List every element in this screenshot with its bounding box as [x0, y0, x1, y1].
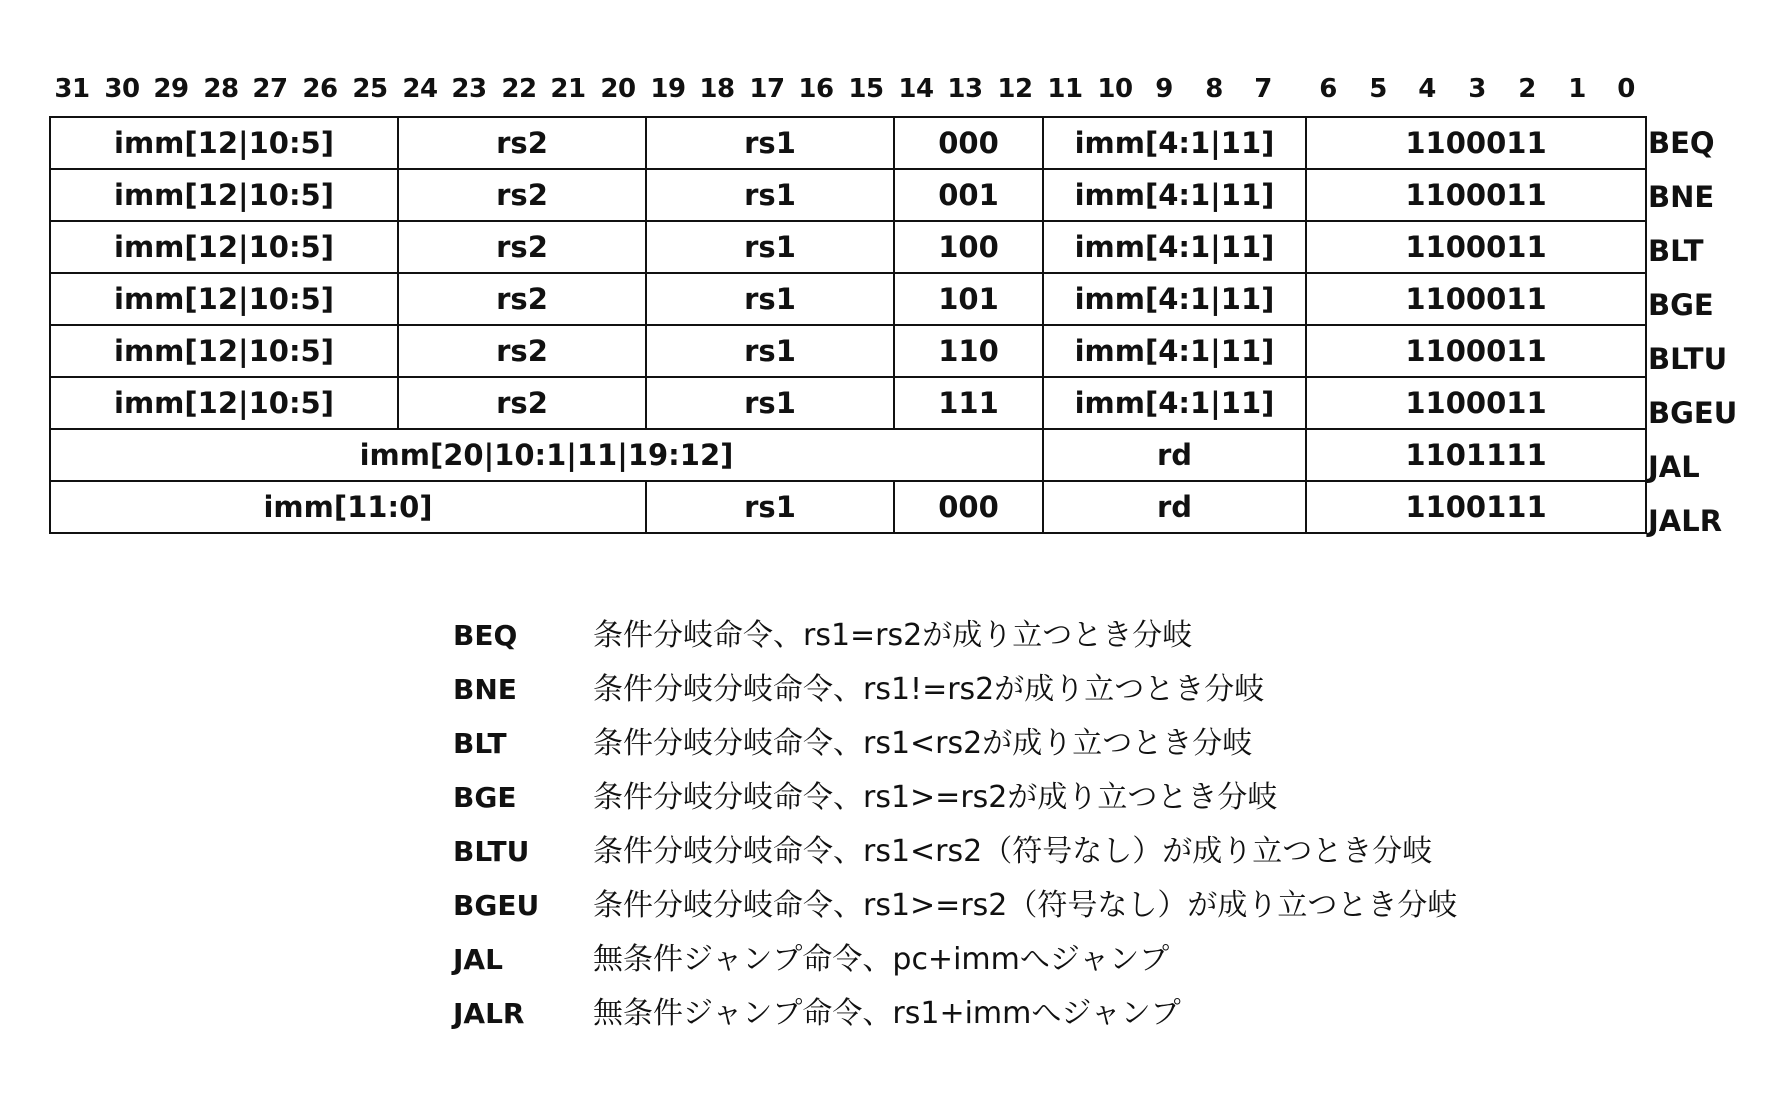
table-row	[50, 169, 1646, 221]
legend-description: 条件分岐分岐命令、rs1!=rs2が成り立つとき分岐	[593, 672, 1265, 707]
jal-imm-cell: imm[20|10:1|11|19:12]	[50, 429, 1043, 481]
row-mnemonic: BLT	[1648, 234, 1704, 268]
opcode-cell: 1100011	[1306, 169, 1646, 221]
instruction-legend	[453, 609, 1457, 1041]
bit-label: 13	[947, 74, 983, 104]
rs1-cell: rs1	[646, 221, 894, 273]
legend-mnemonic: JAL	[453, 943, 503, 976]
funct7-imm-cell: imm[12|10:5]	[50, 221, 398, 273]
rs2-cell: rs2	[398, 221, 646, 273]
funct3-cell: 000	[894, 117, 1043, 169]
bit-label: 31	[54, 74, 90, 104]
table-row	[50, 221, 1646, 273]
bit-label: 0	[1617, 74, 1635, 104]
bit-label: 2	[1518, 74, 1536, 104]
imm-low-cell: imm[4:1|11]	[1043, 325, 1306, 377]
opcode-cell: 1100011	[1306, 221, 1646, 273]
table-row	[50, 325, 1646, 377]
funct7-imm-cell: imm[12|10:5]	[50, 273, 398, 325]
bit-label: 6	[1319, 74, 1337, 104]
funct3-cell: 110	[894, 325, 1043, 377]
list-item	[453, 717, 1457, 771]
bit-label: 12	[997, 74, 1033, 104]
rs2-cell: rs2	[398, 273, 646, 325]
opcode-cell: 1100011	[1306, 377, 1646, 429]
list-item	[453, 609, 1457, 663]
row-mnemonic: BNE	[1648, 180, 1715, 214]
row-mnemonic: BLTU	[1648, 342, 1728, 376]
funct7-imm-cell: imm[12|10:5]	[50, 377, 398, 429]
rs1-cell: rs1	[646, 273, 894, 325]
imm-low-cell: imm[4:1|11]	[1043, 117, 1306, 169]
bit-label: 28	[203, 74, 239, 104]
funct3-cell: 000	[894, 481, 1043, 533]
bit-label: 25	[352, 74, 388, 104]
bit-label: 11	[1047, 74, 1083, 104]
bit-label: 26	[302, 74, 338, 104]
encoding-table	[49, 116, 1647, 534]
bit-label: 21	[550, 74, 586, 104]
funct3-cell: 111	[894, 377, 1043, 429]
opcode-cell: 1100111	[1306, 481, 1646, 533]
rs1-cell: rs1	[646, 117, 894, 169]
list-item	[453, 825, 1457, 879]
rs1-cell: rs1	[646, 169, 894, 221]
rs2-cell: rs2	[398, 117, 646, 169]
legend-description: 条件分岐分岐命令、rs1<rs2（符号なし）が成り立つとき分岐	[593, 834, 1433, 869]
table-row	[50, 377, 1646, 429]
bit-label: 7	[1254, 74, 1272, 104]
bit-label: 5	[1369, 74, 1387, 104]
list-item	[453, 933, 1457, 987]
funct3-cell: 100	[894, 221, 1043, 273]
rs2-cell: rs2	[398, 377, 646, 429]
legend-mnemonic: BGEU	[453, 889, 540, 922]
bit-label: 29	[153, 74, 189, 104]
bit-label: 17	[749, 74, 785, 104]
imm-low-cell: imm[4:1|11]	[1043, 273, 1306, 325]
bit-label: 1	[1568, 74, 1586, 104]
legend-description: 無条件ジャンプ命令、rs1+immへジャンプ	[593, 996, 1181, 1031]
row-mnemonic: BGEU	[1648, 396, 1738, 430]
imm-low-cell: imm[4:1|11]	[1043, 221, 1306, 273]
table-row	[50, 481, 1646, 533]
legend-mnemonic: JALR	[453, 997, 525, 1030]
legend-mnemonic: BEQ	[453, 619, 518, 652]
jalr-imm-cell: imm[11:0]	[50, 481, 646, 533]
funct7-imm-cell: imm[12|10:5]	[50, 325, 398, 377]
rd-cell: rd	[1043, 481, 1306, 533]
legend-mnemonic: BGE	[453, 781, 517, 814]
legend-mnemonic: BLT	[453, 727, 507, 760]
opcode-cell: 1100011	[1306, 273, 1646, 325]
rd-cell: rd	[1043, 429, 1306, 481]
legend-mnemonic: BNE	[453, 673, 517, 706]
imm-low-cell: imm[4:1|11]	[1043, 377, 1306, 429]
opcode-cell: 1100011	[1306, 117, 1646, 169]
list-item	[453, 663, 1457, 717]
legend-description: 条件分岐分岐命令、rs1>=rs2が成り立つとき分岐	[593, 780, 1278, 815]
bit-label: 24	[402, 74, 438, 104]
bit-label: 10	[1097, 74, 1133, 104]
bit-label: 27	[252, 74, 288, 104]
bit-label: 8	[1205, 74, 1223, 104]
funct7-imm-cell: imm[12|10:5]	[50, 169, 398, 221]
list-item	[453, 987, 1457, 1041]
table-row	[50, 429, 1646, 481]
opcode-cell: 1100011	[1306, 325, 1646, 377]
funct3-cell: 101	[894, 273, 1043, 325]
bit-label: 19	[650, 74, 686, 104]
bit-label: 22	[501, 74, 537, 104]
legend-mnemonic: BLTU	[453, 835, 530, 868]
funct3-cell: 001	[894, 169, 1043, 221]
rs2-cell: rs2	[398, 325, 646, 377]
bit-label: 9	[1155, 74, 1173, 104]
row-mnemonic: JAL	[1648, 450, 1700, 484]
legend-description: 条件分岐命令、rs1=rs2が成り立つとき分岐	[593, 618, 1193, 653]
bit-label: 30	[104, 74, 140, 104]
row-mnemonic: BGE	[1648, 288, 1714, 322]
row-mnemonic: BEQ	[1648, 126, 1715, 160]
opcode-cell: 1101111	[1306, 429, 1646, 481]
bit-label: 23	[451, 74, 487, 104]
bit-label: 3	[1468, 74, 1486, 104]
bit-label: 16	[798, 74, 834, 104]
bit-label: 18	[699, 74, 735, 104]
rs1-cell: rs1	[646, 325, 894, 377]
funct7-imm-cell: imm[12|10:5]	[50, 117, 398, 169]
bit-label: 14	[898, 74, 934, 104]
imm-low-cell: imm[4:1|11]	[1043, 169, 1306, 221]
legend-description: 条件分岐分岐命令、rs1>=rs2（符号なし）が成り立つとき分岐	[593, 888, 1458, 923]
row-mnemonic: JALR	[1648, 504, 1723, 538]
table-row	[50, 117, 1646, 169]
table-row	[50, 273, 1646, 325]
list-item	[453, 879, 1457, 933]
bit-label: 4	[1418, 74, 1436, 104]
bit-label: 15	[848, 74, 884, 104]
rs2-cell: rs2	[398, 169, 646, 221]
rs1-cell: rs1	[646, 481, 894, 533]
legend-description: 条件分岐分岐命令、rs1<rs2が成り立つとき分岐	[593, 726, 1253, 761]
legend-description: 無条件ジャンプ命令、pc+immへジャンプ	[593, 942, 1170, 977]
list-item	[453, 771, 1457, 825]
rs1-cell: rs1	[646, 377, 894, 429]
bit-label: 20	[600, 74, 636, 104]
